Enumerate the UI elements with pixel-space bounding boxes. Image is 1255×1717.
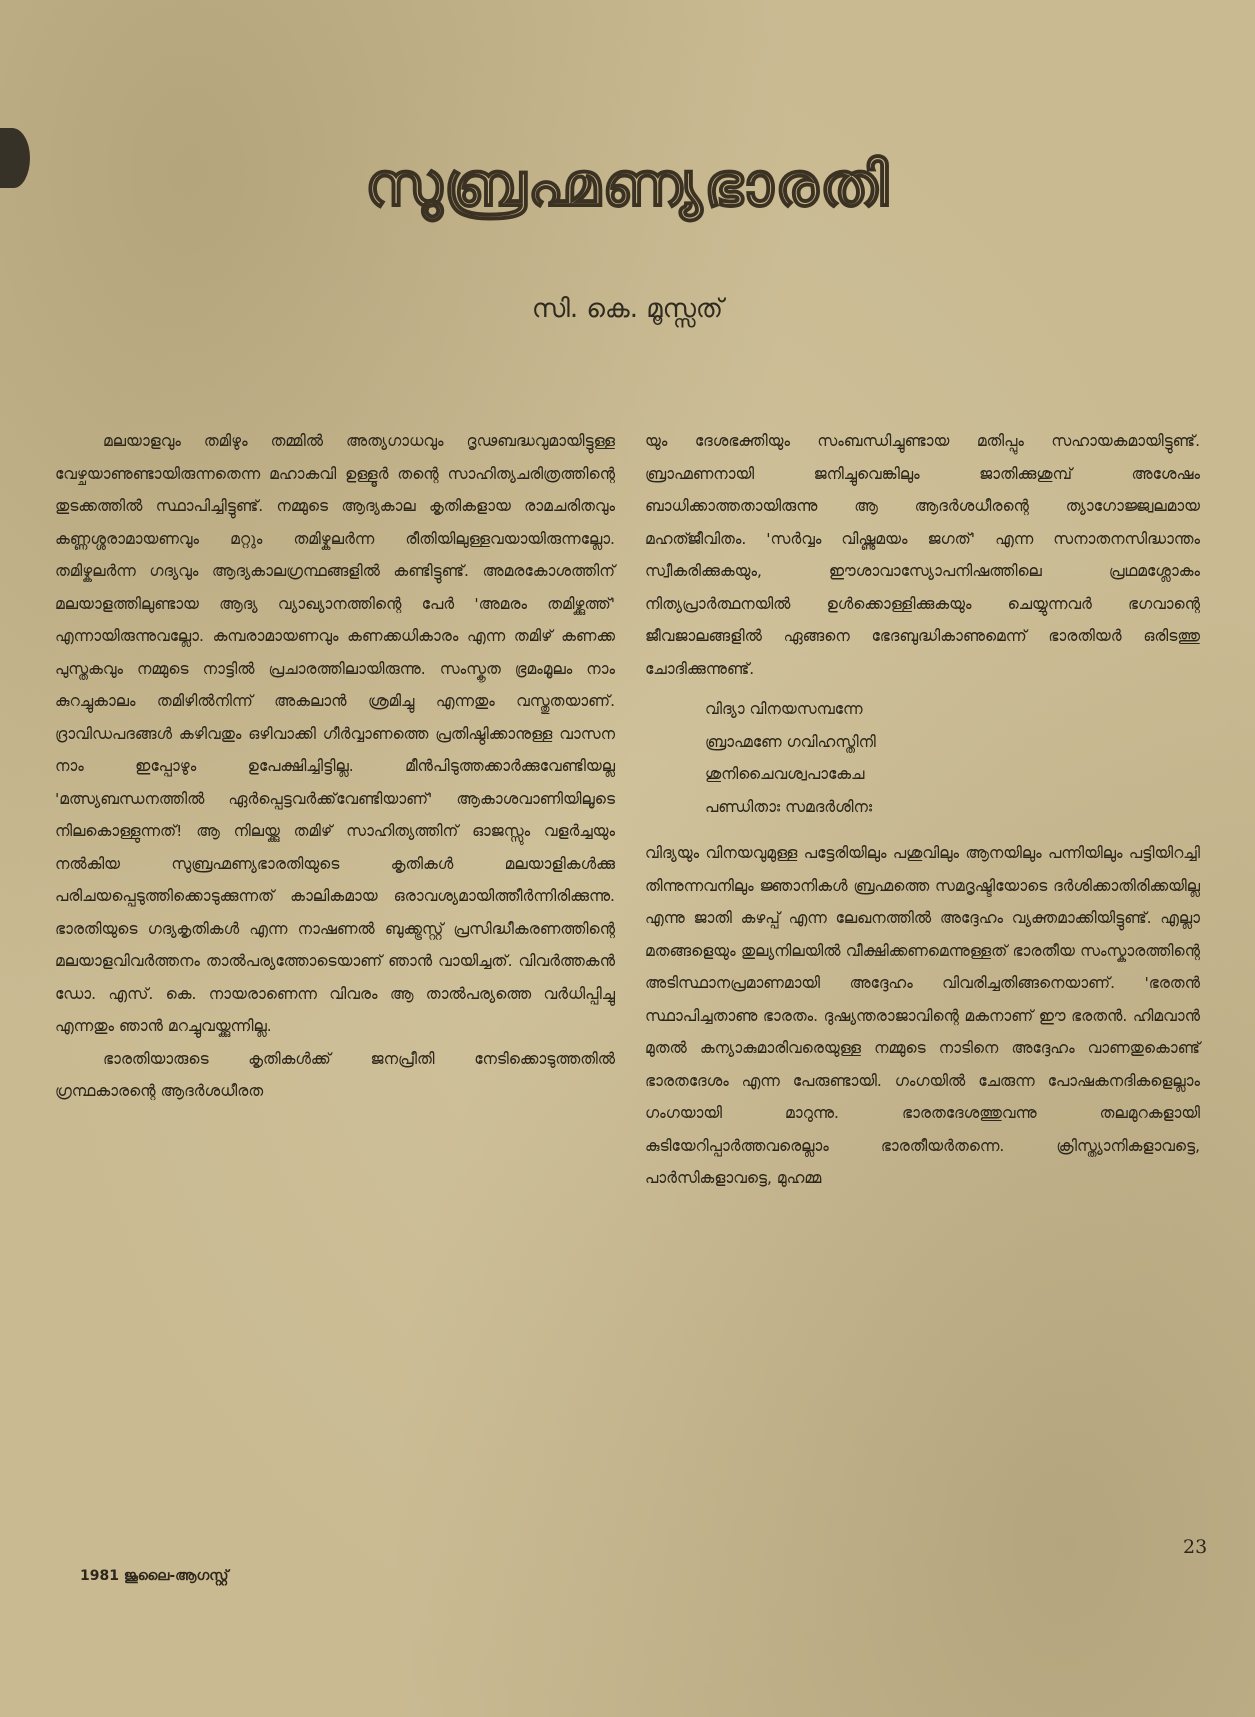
left-column: [55, 425, 615, 1108]
page-number: 23: [1183, 1536, 1208, 1558]
right-column: [645, 425, 1200, 1195]
verse-line: വിദ്യാ വിനയസമ്പന്നേ: [705, 700, 863, 718]
right-paragraph-1: യും ദേശഭക്തിയും സംബന്ധിച്ചുണ്ടായ മതിപ്പും സഹായകമായിട്ടുണ്ട്. ബ്രാഹ്മണനായി ജനിച്ചുവെങ്കിലും ജാതിക്കുശുമ്പ് അശേഷം ബാധിക്കാത്തതായിരുന്നു ആ ആദർശധീരന്റെ ത്യാഗോജ്ജ്വലമായ മഹത്ജീവിതം. 'സർവ്വം വിഷ്ണുമയം ജഗത്' എന്ന സനാതനസിദ്ധാന്തം സ്വീകരിക്കുകയും, ഈശാവാസ്യോപനിഷത്തിലെ പ്രഥമശ്ലോകം നിത്യപ്രാർത്ഥനയിൽ ഉൾക്കൊള്ളിക്കുകയും ചെയ്യുന്നവർ ഭഗവാന്റെ ജീവജാലങ്ങളിൽ ഏങ്ങനെ ഭേദബുദ്ധികാണുമെന്ന് ഭാരതിയർ ഒരിടത്തു ചോദിക്കുന്നുണ്ട്.: [645, 432, 1200, 678]
article-title: സുബ്രഹ്മണ്യഭാരതി: [365, 150, 890, 220]
verse-line: ബ്രാഹ്മണേ ഗവിഹസ്തിനി: [705, 732, 876, 751]
sanskrit-verse: [705, 693, 1200, 823]
verse-line: പണ്ഡിതാഃ സമദർശിനഃ: [705, 797, 873, 816]
verse-line: ശുനിചൈവശ്വപാകേച: [705, 765, 865, 783]
article-author: സി. കെ. മൂസ്സത്: [531, 294, 724, 324]
issue-date-footer: 1981 ജൂലൈ-ആഗസ്റ്റ്: [80, 1568, 229, 1584]
left-paragraph-1: മലയാളവും തമിഴും തമ്മിൽ അത്യഗാധവും ദൃഢബദ്ധവുമായിട്ടുള്ള വേഴ്ചയാണുണ്ടായിരുന്നതെന്ന മഹാകവി ഉള്ളൂർ തന്റെ സാഹിത്യചരിത്രത്തിന്റെ തുടക്കത്തിൽ സ്ഥാപിച്ചിട്ടുണ്ട്. നമ്മുടെ ആദ്യകാല കൃതികളായ രാമചരിതവും കണ്ണശ്ശരാമായണവും മറ്റും തമിഴ്കലർന്ന രീതിയിലുള്ളവയായിരുന്നല്ലോ. തമിഴ്കലർന്ന ഗദ്യവും ആദ്യകാലഗ്രന്ഥങ്ങളിൽ കണ്ടിട്ടുണ്ട്. അമരകോശത്തിന് മലയാളത്തിലുണ്ടായ ആദ്യ വ്യാഖ്യാനത്തിന്റെ പേർ 'അമരം തമിഴ്ക്കുത്ത്' എന്നായിരുന്നുവല്ലോ. കമ്പരാമായണവും കണക്കധികാരം എന്ന തമിഴ് കണക്ക പുസ്തകവും നമ്മുടെ നാട്ടിൽ പ്രചാരത്തിലായിരുന്നു. സംസ്കൃത ഭ്രമംമൂലം നാം കുറച്ചുകാലം തമിഴിൽനിന്ന് അകലാൻ ശ്രമിച്ചു എന്നതും വസ്തുതയാണ്. ദ്രാവിഡപദങ്ങൾ കഴിവതും ഒഴിവാക്കി ഗീർവ്വാണത്തെ പ്രതിഷ്ഠിക്കാനുള്ള വാസന നാം ഇപ്പോഴും ഉപേക്ഷിച്ചിട്ടില്ല. മീൻപിടുത്തക്കാർക്കുവേണ്ടിയല്ല 'മത്സ്യബന്ധനത്തിൽ ഏർപ്പെട്ടവർക്ക്‌വേണ്ടിയാണ്' ആകാശവാണിയിലൂടെ നിലകൊള്ളുന്നത്! ആ നിലയ്ക്കു തമിഴ് സാഹിത്യത്തിന് ഓജസ്സും വളർച്ചയും നൽകിയ സുബ്രഹ്മണ്യഭാരതിയുടെ കൃതികൾ മലയാളികൾക്കു പരിചയപ്പെടുത്തിക്കൊടുക്കുന്നത് കാലികമായ ഒരാവശ്യമായിത്തീർന്നിരിക്കുന്നു. ഭാരതിയുടെ ഗദ്യകൃതികൾ എന്ന നാഷണൽ ബുക്ക്ട്രസ്റ്റ് പ്രസിദ്ധീകരണത്തിന്റെ മലയാളവിവർത്തനം താൽപര്യത്തോടെയാണ് ഞാൻ വായിച്ചത്. വിവർത്തകൻ ഡോ. എസ്. കെ. നായരാണെന്ന വിവരം ആ താൽപര്യത്തെ വർധിപ്പിച്ചു എന്നതും ഞാൻ മറച്ചുവയ്ക്കുന്നില്ല.: [55, 432, 615, 1035]
right-paragraph-2: വിദ്യയും വിനയവുമുള്ള പട്ടേരിയിലും പശുവിലും ആനയിലും പന്നിയിലും പട്ടിയിറച്ചി തിന്നുന്നവനിലും ജ്ഞാനികൾ ബ്രഹ്മത്തെ സമദൃഷ്ടിയോടെ ദർശിക്കാതിരിക്കയില്ല എന്നു ജാതി കഴപ്പ് എന്ന ലേഖനത്തിൽ അദ്ദേഹം വ്യക്തമാക്കിയിട്ടുണ്ട്. എല്ലാ മതങ്ങളെയും തുല്യനിലയിൽ വീക്ഷിക്കണമെന്നുള്ളത് ഭാരതീയ സംസ്കാരത്തിന്റെ അടിസ്ഥാനപ്രമാണമായി അദ്ദേഹം വിവരിച്ചതിങ്ങനെയാണ്. 'ഭരതൻ സ്ഥാപിച്ചതാണു ഭാരതം. ദുഷ്യന്തരാജാവിന്റെ മകനാണ് ഈ ഭരതൻ. ഹിമവാൻ മുതൽ കന്യാകുമാരിവരെയുള്ള നമ്മുടെ നാടിനെ അദ്ദേഹം വാണതുകൊണ്ട് ഭാരതദേശം എന്ന പേരുണ്ടായി. ഗംഗയിൽ ചേരുന്ന പോഷകനദികളെല്ലാം ഗംഗയായി മാറുന്നു. ഭാരതദേശത്തുവന്നു തലമുറകളായി കുടിയേറിപ്പാർത്തവരെല്ലാം ഭാരതീയർതന്നെ. ക്രിസ്ത്യാനികളാവട്ടെ, പാർസികളാവട്ടെ, മുഹമ്മ: [645, 844, 1200, 1187]
left-paragraph-2: ഭാരതിയാരുടെ കൃതികൾക്ക് ജനപ്രീതി നേടിക്കൊടുത്തതിൽ ഗ്രന്ഥകാരന്റെ ആദർശധീരത: [55, 1049, 615, 1100]
